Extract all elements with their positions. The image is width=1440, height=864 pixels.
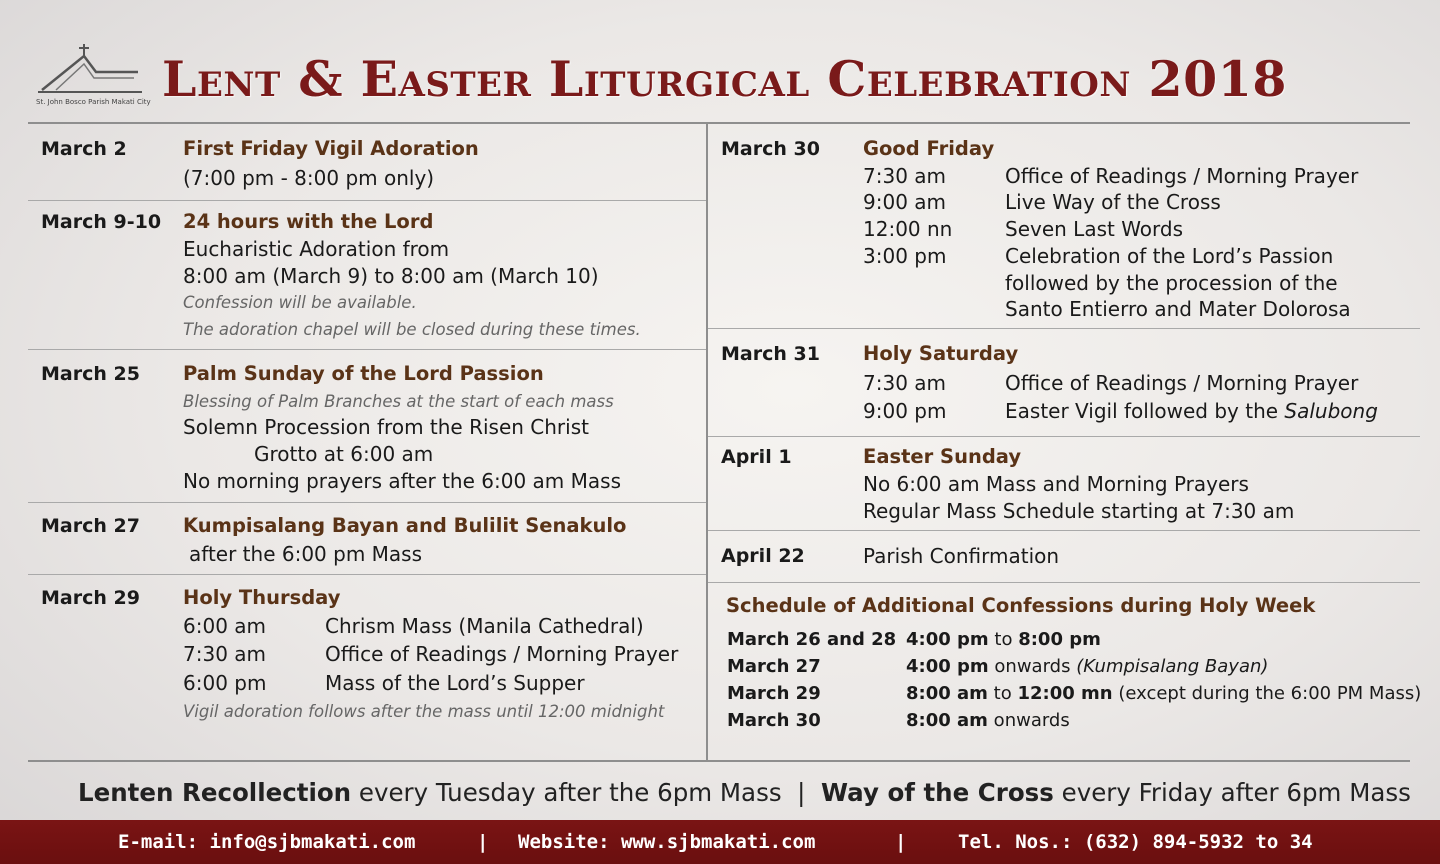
- divider: [28, 574, 706, 575]
- recollection-detail: every Tuesday after the 6pm Mass: [351, 778, 782, 807]
- top-rule: [28, 122, 1410, 124]
- event-title: Palm Sunday of the Lord Passion: [183, 362, 544, 385]
- confession-date: [727, 656, 821, 677]
- event-note: The adoration chapel will be closed during these times.: [183, 320, 641, 339]
- confession-mid: onwards: [987, 710, 1070, 731]
- confession-date-text: March 27: [727, 656, 821, 677]
- recollection-label: Lenten Recollection: [78, 778, 352, 807]
- event-title: Holy Saturday: [863, 342, 1019, 365]
- event-date: March 31: [721, 343, 820, 365]
- footer-website: Website: www.sjbmakati.com: [518, 831, 816, 853]
- footer-telephone: Tel. Nos.: (632) 894-5932 to 34: [958, 831, 1313, 853]
- schedule-desc: Live Way of the Cross: [1005, 190, 1221, 214]
- schedule-desc-italic: Salubong: [1284, 399, 1378, 423]
- confession-time: [906, 710, 1070, 731]
- confession-date: [727, 629, 896, 650]
- event-line: Regular Mass Schedule starting at 7:30 am: [863, 499, 1295, 523]
- confession-time: [906, 629, 1101, 650]
- confession-rest: (except during the 6:00 PM Mass): [1112, 683, 1422, 704]
- footer-email: E-mail: info@sjbmakati.com: [118, 831, 416, 853]
- confession-date-text: March 26 and 28: [727, 629, 897, 650]
- divider: [708, 328, 1420, 329]
- event-note: Vigil adoration follows after the mass until 12:00 midnight: [183, 702, 665, 721]
- schedule-desc-cont: Santo Entierro and Mater Dolorosa: [1005, 297, 1351, 321]
- event-title: 24 hours with the Lord: [183, 210, 434, 233]
- schedule-desc: Office of Readings / Morning Prayer: [1005, 371, 1359, 395]
- confession-start: 8:00 am: [906, 710, 988, 731]
- confession-rest: (Kumpisalang Bayan): [1076, 656, 1269, 677]
- event-date: March 27: [41, 515, 140, 537]
- footer-separator: |: [477, 831, 489, 853]
- confession-mid: onwards: [988, 656, 1077, 677]
- event-line: 8:00 am (March 9) to 8:00 am (March 10): [183, 264, 599, 288]
- divider: [708, 436, 1420, 437]
- event-date: March 9-10: [41, 211, 162, 233]
- footer-bar: [0, 820, 1440, 864]
- confession-date-text: March 29: [727, 683, 821, 704]
- schedule-time: 7:30 am: [183, 642, 267, 666]
- schedule-desc: Chrism Mass (Manila Cathedral): [325, 614, 644, 638]
- confession-start: 4:00 pm: [906, 629, 989, 650]
- schedule-desc: [1005, 399, 1378, 423]
- schedule-time: 6:00 pm: [183, 671, 267, 695]
- event-line: after the 6:00 pm Mass: [189, 542, 423, 566]
- schedule-time: 12:00 nn: [863, 217, 953, 241]
- recurring-events: [78, 778, 1411, 807]
- schedule-desc: Mass of the Lord’s Supper: [325, 671, 585, 695]
- event-date: March 30: [721, 138, 820, 160]
- page-title: Lent & Easter Liturgical Celebration 2018: [162, 50, 1287, 108]
- event-title: Easter Sunday: [863, 445, 1022, 468]
- event-date: April 1: [721, 446, 792, 468]
- way-of-cross-label: Way of the Cross: [821, 778, 1054, 807]
- event-date: March 25: [41, 363, 140, 385]
- schedule-desc: Celebration of the Lord’s Passion: [1005, 244, 1334, 268]
- confession-date: [727, 683, 821, 704]
- divider: [28, 502, 706, 503]
- bottom-rule: [28, 760, 1410, 762]
- event-title: Holy Thursday: [183, 586, 341, 609]
- schedule-desc: Office of Readings / Morning Prayer: [325, 642, 679, 666]
- confession-end: 8:00 pm: [1018, 629, 1101, 650]
- schedule-desc: Office of Readings / Morning Prayer: [1005, 164, 1359, 188]
- event-note: Blessing of Palm Branches at the start of each mass: [183, 392, 614, 411]
- schedule-time: 9:00 pm: [863, 399, 947, 423]
- event-line: Eucharistic Adoration from: [183, 237, 450, 261]
- event-title: Kumpisalang Bayan and Bulilit Senakulo: [183, 514, 627, 537]
- separator: |: [781, 778, 822, 807]
- confession-start: 8:00 am: [906, 683, 988, 704]
- center-divider: [706, 124, 708, 760]
- event-date: March 2: [41, 138, 127, 160]
- event-line: No morning prayers after the 6:00 am Mass: [183, 469, 621, 493]
- confession-mid: to: [987, 683, 1018, 704]
- confession-start: 4:00 pm: [906, 656, 989, 677]
- event-line: Solemn Procession from the Risen Christ: [183, 415, 589, 439]
- confession-time: [906, 656, 1268, 677]
- event-line: No 6:00 am Mass and Morning Prayers: [863, 472, 1249, 496]
- event-line: Grotto at 6:00 am: [254, 442, 434, 466]
- schedule-desc-cont: followed by the procession of the: [1005, 271, 1338, 295]
- schedule-time: 6:00 am: [183, 614, 267, 638]
- parish-name: St. John Bosco Parish Makati City: [36, 98, 151, 106]
- event-date: March 29: [41, 587, 140, 609]
- schedule-desc: Seven Last Words: [1005, 217, 1184, 241]
- way-of-cross-detail: every Friday after 6pm Mass: [1053, 778, 1411, 807]
- confession-end: 12:00 mn: [1017, 683, 1113, 704]
- schedule-time: 7:30 am: [863, 371, 947, 395]
- event-date: April 22: [721, 545, 805, 567]
- event-title: First Friday Vigil Adoration: [183, 137, 479, 160]
- divider: [28, 349, 706, 350]
- divider: [708, 582, 1420, 583]
- schedule-time: 9:00 am: [863, 190, 947, 214]
- event-line: Parish Confirmation: [863, 544, 1060, 568]
- schedule-time: 3:00 pm: [863, 244, 947, 268]
- confession-date: [727, 710, 821, 731]
- footer-separator: |: [895, 831, 907, 853]
- event-note: Confession will be available.: [183, 293, 417, 312]
- event-title: Good Friday: [863, 137, 995, 160]
- church-icon: [36, 42, 148, 98]
- confession-time: [906, 683, 1421, 704]
- confession-mid: to: [988, 629, 1019, 650]
- schedule-desc-text: Easter Vigil followed by the: [1005, 399, 1285, 423]
- confession-date-text: March 30: [727, 710, 821, 731]
- divider: [708, 530, 1420, 531]
- confessions-heading: Schedule of Additional Confessions during Holy Week: [726, 594, 1316, 617]
- parish-logo: [36, 42, 151, 110]
- event-line: (7:00 pm - 8:00 pm only): [183, 166, 435, 190]
- schedule-time: 7:30 am: [863, 164, 947, 188]
- divider: [28, 200, 706, 201]
